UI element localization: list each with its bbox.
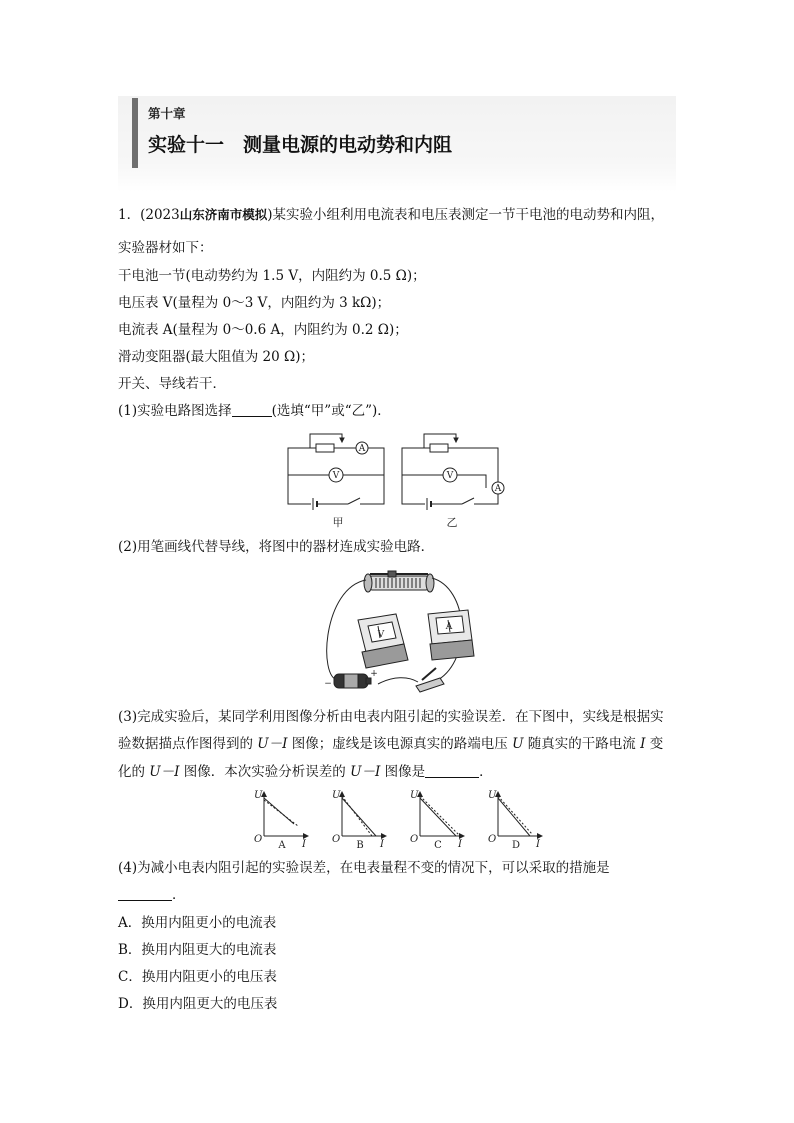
axis-i-label: I: [536, 839, 540, 850]
voltmeter-label: V: [446, 471, 454, 481]
part3-text: 图像；虚线是该电源真实的路端电压: [287, 736, 513, 752]
choice-b[interactable]: B．换用内阻更大的电流表: [118, 942, 277, 958]
axis-origin-label: O: [332, 834, 341, 845]
graph-option-label: C: [434, 840, 442, 851]
part3-text: 变: [645, 736, 664, 752]
ui-symbol: U－I: [350, 764, 381, 780]
graph-option-d[interactable]: [498, 792, 542, 836]
circuit-label-yi: 乙: [446, 516, 458, 529]
question-source: 山东济南市模拟: [179, 207, 268, 222]
part1-text-after: (选填“甲”或“乙”)．: [271, 403, 391, 419]
material-item: 滑动变阻器(最大阻值为 20 Ω)；: [118, 349, 314, 365]
part3-text: 化的: [118, 764, 150, 780]
battery-minus-label: −: [324, 679, 332, 689]
material-item: 电流表 A(量程为 0～0.6 A，内阻约为 0.2 Ω)；: [118, 322, 408, 338]
part4-prompt: (4)为减小电表内阻引起的实验误差，在电表量程不变的情况下，可以采取的措施是: [118, 860, 610, 876]
axis-i-label: I: [380, 839, 384, 850]
part3-line: [118, 763, 493, 781]
circuit-label-jia: 甲: [332, 516, 344, 529]
question-intro: [118, 206, 664, 224]
part3-answer-blank[interactable]: [425, 763, 479, 778]
graph-option-label: A: [278, 840, 286, 851]
part4-text: ．: [172, 887, 186, 903]
graph-option-b[interactable]: [342, 792, 386, 836]
axis-i-label: I: [302, 839, 306, 850]
battery-plus-label: +: [370, 669, 378, 679]
part3-text: 验数据描点作图得到的: [118, 736, 258, 752]
part3-text: 图像是: [380, 764, 426, 780]
part3-line: [118, 735, 663, 753]
chapter-label: 第十章: [148, 106, 186, 121]
choice-c[interactable]: C．换用内阻更小的电压表: [118, 969, 277, 985]
choice-a[interactable]: A．换用内阻更小的电流表: [118, 915, 277, 931]
axis-origin-label: O: [488, 834, 497, 845]
part1-text: (1)实验电路图选择: [118, 403, 232, 419]
axis-u-label: U: [488, 790, 497, 801]
graph-option-label: B: [356, 840, 364, 851]
material-item: 电压表 V(量程为 0～3 V，内阻约为 3 kΩ)；: [118, 295, 391, 311]
part3-line: (3)完成实验后，某同学利用图像分析由电表内阻引起的实验误差．在下图中，实线是根据实: [118, 709, 664, 725]
part1-prompt: [118, 402, 391, 420]
apparatus-diagram: [318, 568, 480, 698]
ammeter-label: A: [358, 444, 366, 454]
axis-u-label: U: [332, 790, 341, 801]
chapter-header: [118, 96, 676, 192]
circuit-diagrams: [280, 428, 520, 530]
question-number: 1．(2023: [118, 207, 180, 223]
part3-text: 随真实的干路电流: [523, 736, 641, 752]
axis-u-label: U: [254, 790, 263, 801]
material-item: 开关、导线若干．: [118, 376, 226, 392]
ui-symbol: U－I: [257, 736, 288, 752]
materials-heading: 实验器材如下：: [118, 240, 213, 256]
part3-text: ．: [479, 764, 493, 780]
part1-answer-blank[interactable]: [232, 402, 272, 417]
ammeter-label: A: [494, 484, 502, 494]
question-intro-text: )某实验小组利用电流表和电压表测定一节干电池的电动势和内阻，: [267, 207, 665, 223]
part4-answer-blank[interactable]: [118, 886, 172, 901]
part4-answer-line: [118, 886, 186, 904]
ui-graph-options: [248, 786, 552, 852]
graph-option-label: D: [511, 840, 521, 851]
axis-origin-label: O: [254, 834, 263, 845]
choice-d[interactable]: D．换用内阻更大的电压表: [118, 996, 278, 1012]
material-item: 干电池一节(电动势约为 1.5 V，内阻约为 0.5 Ω)；: [118, 268, 426, 284]
part3-text: 图像．本次实验分析误差的: [179, 764, 351, 780]
part2-prompt: (2)用笔画线代替导线，将图中的器材连成实验电路．: [118, 539, 435, 555]
graph-option-a[interactable]: [264, 792, 308, 836]
axis-u-label: U: [410, 790, 419, 801]
header-accent-bar: [132, 98, 138, 168]
axis-origin-label: O: [410, 834, 419, 845]
voltmeter-label: V: [332, 471, 340, 481]
apparatus-voltmeter-label: V: [377, 630, 385, 640]
axis-i-label: I: [458, 839, 462, 850]
i-symbol: I: [640, 736, 646, 752]
graph-option-c[interactable]: [420, 792, 464, 836]
ui-symbol: U－I: [149, 764, 180, 780]
page-title: 实验十一 测量电源的电动势和内阻: [148, 134, 453, 156]
apparatus-ammeter-label: A: [445, 622, 453, 632]
u-symbol: U: [512, 736, 524, 752]
